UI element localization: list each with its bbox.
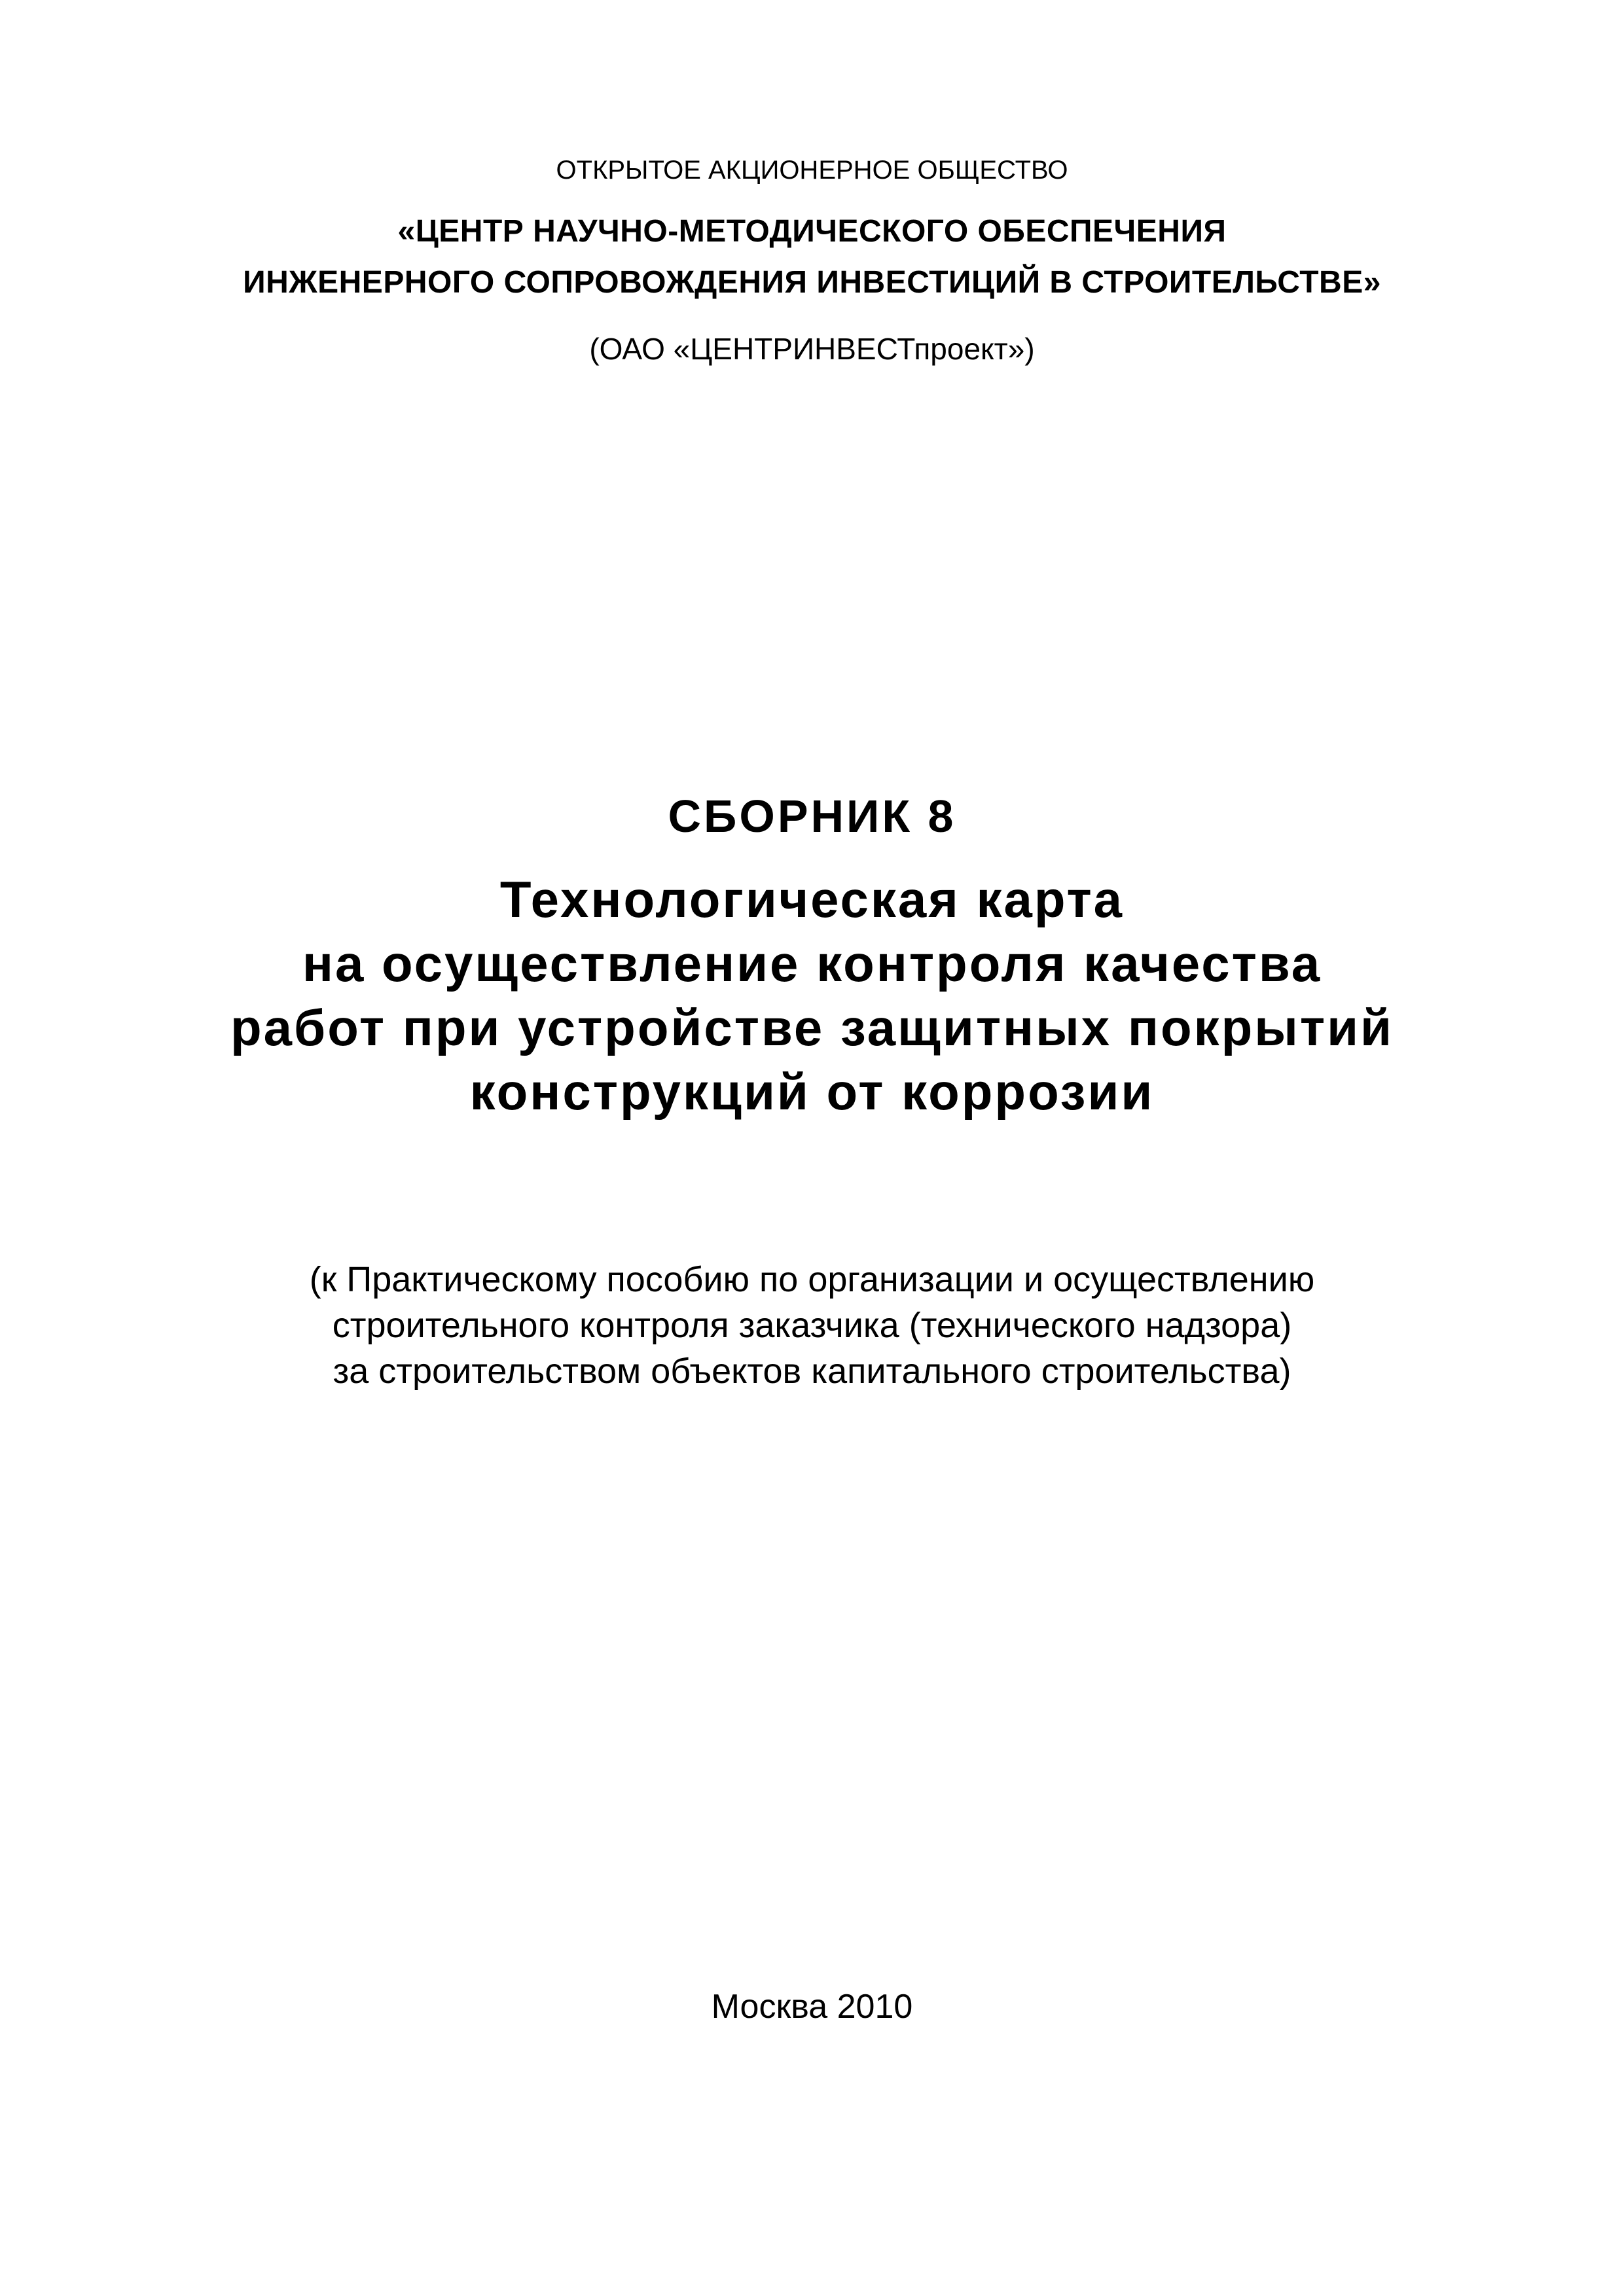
organization-type: ОТКРЫТОЕ АКЦИОНЕРНОЕ ОБЩЕСТВО: [556, 156, 1068, 185]
document-title-line-2: на осуществление контроля качества: [302, 935, 1322, 992]
subtitle-line-1: (к Практическому пособию по организации и осуществлению: [309, 1260, 1315, 1299]
subtitle-line-3: за строительством объектов капитального строительства): [333, 1352, 1291, 1391]
document-title-line-3: работ при устройстве защитных покрытий: [230, 999, 1394, 1056]
document-title-line-1: Технологическая карта: [499, 870, 1125, 928]
city-and-year: Москва 2010: [711, 1988, 913, 2026]
subtitle-line-2: строительного контроля заказчика (технического надзора): [332, 1306, 1292, 1345]
organization-name-line-1: «ЦЕНТР НАУЧНО-МЕТОДИЧЕСКОГО ОБЕСПЕЧЕНИЯ: [397, 214, 1227, 249]
document-title-line-4: конструкций от коррозии: [469, 1063, 1155, 1121]
organization-short-name: (ОАО «ЦЕНТРИНВЕСТпроект»): [589, 332, 1035, 366]
collection-label: СБОРНИК 8: [668, 791, 956, 842]
organization-name-line-2: ИНЖЕНЕРНОГО СОПРОВОЖДЕНИЯ ИНВЕСТИЦИЙ В СТРОИТЕЛЬСТВЕ»: [243, 265, 1381, 300]
